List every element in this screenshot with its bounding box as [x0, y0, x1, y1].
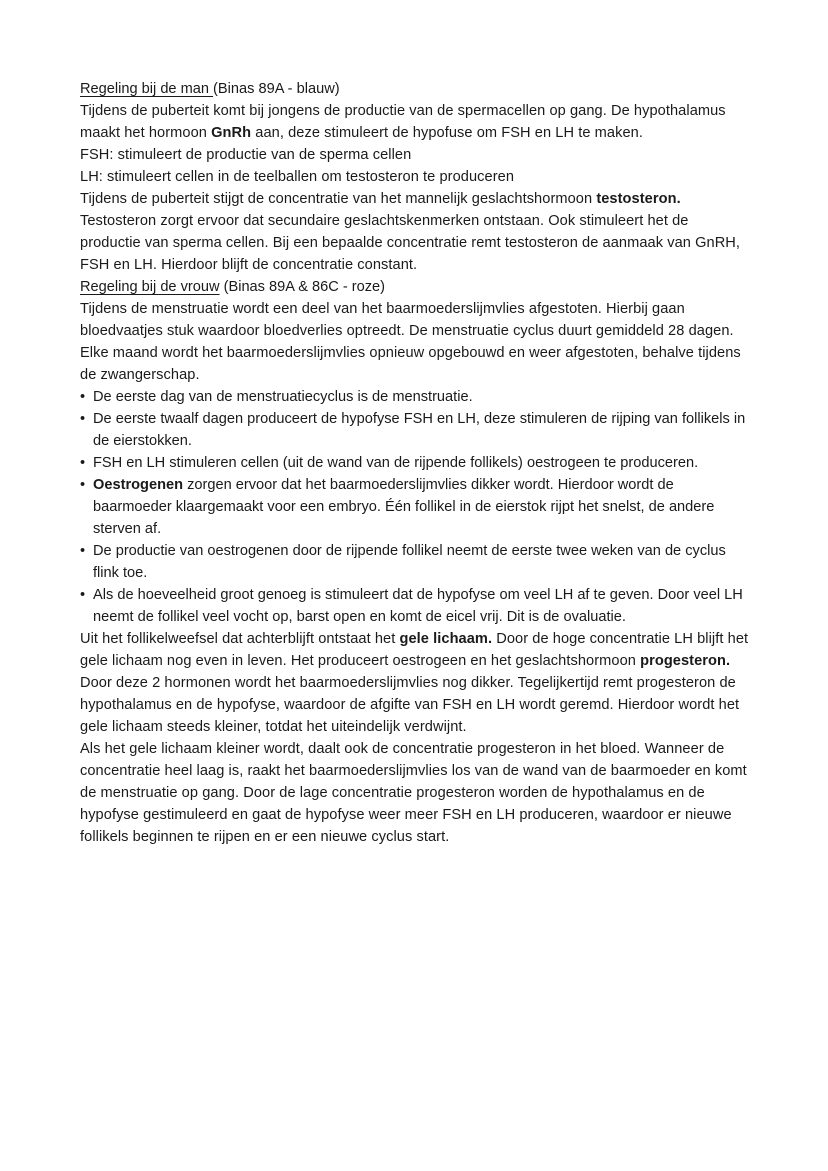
- section-regeling-bij-de-man: [80, 78, 752, 144]
- paragraph-gele-lichaam-part2: Door de hoge concentratie LH blijft het gele lichaam nog even in leven. Het produceert oestrogeen en het geslachtshormoon: [80, 631, 749, 669]
- paragraph-man-intro: [80, 100, 752, 144]
- list-item: [80, 540, 752, 584]
- bullet-icon: •: [80, 587, 86, 603]
- paragraph-gele-lichaam-part1: Uit het follikelweefsel dat achterblijft ontstaat het: [80, 631, 400, 647]
- bullet-icon: •: [80, 411, 86, 427]
- paragraph-gele-lichaam-block: [80, 628, 752, 738]
- bullet-icon: •: [80, 389, 86, 405]
- term-gnrh: GnRh: [211, 125, 252, 141]
- section-heading-man-underlined: Regeling bij de man: [80, 81, 214, 97]
- list-item-text: De eerste twaalf dagen produceert de hypofyse FSH en LH, deze stimuleren de rijping van follikels in de eierstokken.: [93, 411, 746, 449]
- paragraph-testosteron-part2: Testosteron zorgt ervoor dat secundaire geslachtskenmerken ontstaan. Ook stimuleert het de productie van sperma cellen. Bij een bepaalde concentratie remt testosteron de aanmaak van GnRH, FSH en LH. Hierdoor blijft de concentratie constant.: [80, 213, 741, 273]
- bullet-icon: •: [80, 455, 86, 471]
- term-oestrogenen: Oestrogenen: [93, 477, 184, 493]
- document-content: [80, 78, 752, 848]
- list-item-text: Als de hoeveelheid groot genoeg is stimuleert dat de hypofyse om veel LH af te geven. Door veel LH neemt de follikel veel vocht op, barst open en komt de eicel vrij. Dit is de ovaluatie.: [93, 587, 743, 625]
- list-item: [80, 474, 752, 540]
- paragraph-testosteron: [80, 188, 752, 276]
- paragraph-testosteron-block: [80, 188, 752, 276]
- list-item: [80, 584, 752, 628]
- list-item-text: FSH en LH stimuleren cellen (uit de wand van de rijpende follikels) oestrogeen te produceren.: [93, 455, 699, 471]
- list-item: [80, 452, 752, 474]
- bullets-cycle-phase-two: [80, 540, 752, 628]
- list-item-text: De productie van oestrogenen door de rijpende follikel neemt de eerste twee weken van de cyclus flink toe.: [93, 543, 726, 581]
- paragraph-nieuwe-cyclus-block: [80, 738, 752, 848]
- list-item-text: zorgen ervoor dat het baarmoederslijmvlies dikker wordt. Hierdoor wordt de baarmoeder klaargemaakt voor een embryo. Één follikel in de eierstok rijpt het snelst, de andere sterven af.: [93, 477, 715, 537]
- term-testosteron: testosteron.: [596, 191, 681, 207]
- paragraph-nieuwe-cyclus: Als het gele lichaam kleiner wordt, daalt ook de concentratie progesteron in het bloed. Wanneer de concentratie heel laag is, raakt het baarmoederslijmvlies los van de wand van de baarmoeder en komt de menstruatie op gang. Door de lage concentratie progesteron worden de hypothalamus en de hypofyse gestimuleerd en gaat de hypofyse weer meer FSH en LH produceren, waardoor er nieuwe follikels beginnen te rijpen en er een nieuwe cyclus start.: [80, 741, 747, 845]
- section-heading-vrouw: [80, 276, 752, 298]
- list-item: [80, 408, 752, 452]
- paragraph-gele-lichaam-part3: Door deze 2 hormonen wordt het baarmoederslijmvlies nog dikker. Tegelijkertijd remt progesteron de hypothalamus en de hypofyse, waardoor de afgifte van FSH en LH wordt geremd. Hierdoor wordt het gele lichaam steeds kleiner, totdat het uiteindelijk verdwijnt.: [80, 675, 740, 735]
- section-regeling-bij-de-vrouw: [80, 276, 752, 386]
- bullet-list-group-2: [80, 540, 752, 628]
- bullet-list-group-1: [80, 386, 752, 540]
- section-fsh-lh-definitions: [80, 144, 752, 188]
- section-heading-vrouw-underlined: Regeling bij de vrouw: [80, 279, 220, 295]
- paragraph-gele-lichaam: [80, 628, 752, 738]
- list-item-text: De eerste dag van de menstruatiecyclus is de menstruatie.: [93, 389, 473, 405]
- term-progesteron: progesteron.: [640, 653, 731, 669]
- bullet-icon: •: [80, 477, 86, 493]
- section-heading-vrouw-reference: (Binas 89A & 86C - roze): [219, 279, 386, 295]
- paragraph-menstruatie-intro: Tijdens de menstruatie wordt een deel van het baarmoederslijmvlies afgestoten. Hierbij gaan bloedvaatjes stuk waardoor bloedverlies optreedt. De menstruatie cyclus duurt gemiddeld 28 dagen. Elke maand wordt het baarmoederslijmvlies opnieuw opgebouwd en weer afgestoten, behalve tijdens de zwangerschap.: [80, 301, 741, 383]
- paragraph-man-intro-part2: aan, deze stimuleert de hypofuse om FSH en LH te maken.: [251, 125, 643, 141]
- list-item: [80, 386, 752, 408]
- term-gele-lichaam: gele lichaam.: [399, 631, 493, 647]
- paragraph-testosteron-part1: Tijdens de puberteit stijgt de concentratie van het mannelijk geslachtshormoon: [80, 191, 597, 207]
- bullets-cycle-phase-one: [80, 386, 752, 540]
- paragraph-man-intro-part1: Tijdens de puberteit komt bij jongens de productie van de spermacellen op gang. De hypothalamus maakt het hormoon: [80, 103, 726, 141]
- bullet-icon: •: [80, 543, 86, 559]
- section-heading-man-reference: (Binas 89A - blauw): [213, 81, 340, 97]
- definition-fsh: FSH: stimuleert de productie van de sperma cellen: [80, 147, 412, 163]
- definition-lh: LH: stimuleert cellen in de teelballen om testosteron te produceren: [80, 169, 515, 185]
- section-heading-man: [80, 78, 752, 100]
